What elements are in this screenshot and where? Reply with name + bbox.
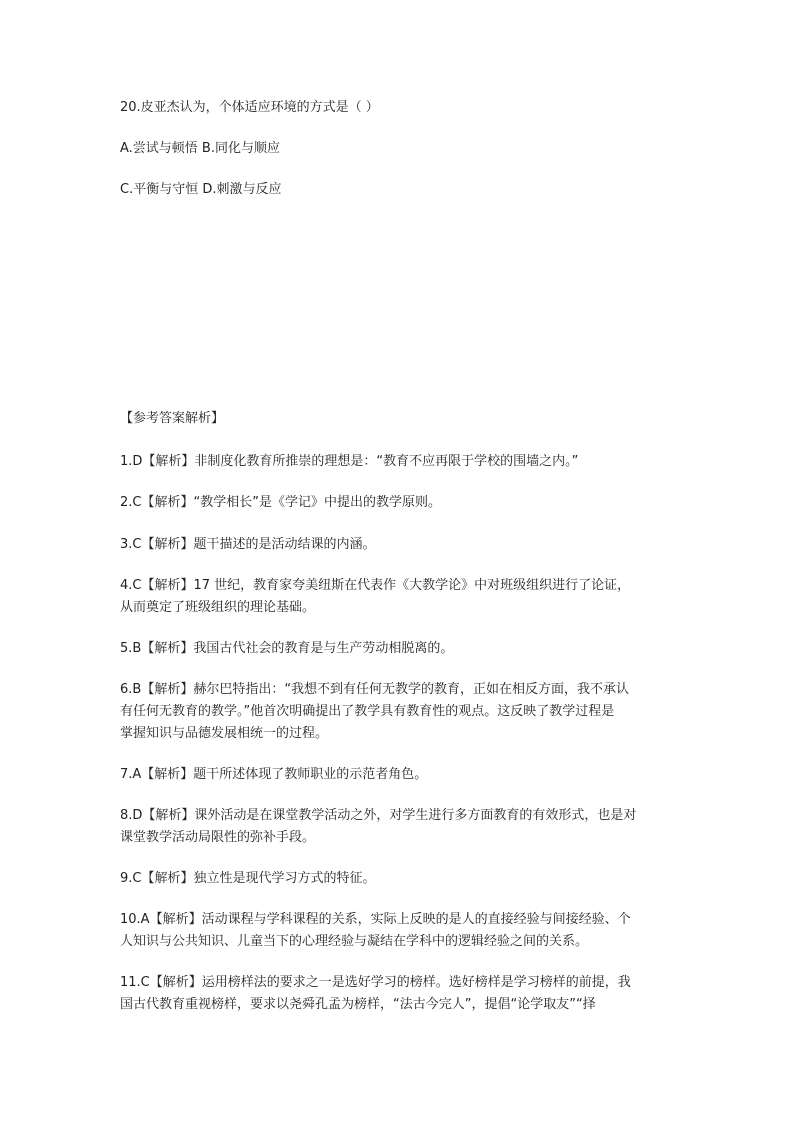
answer-line: 1.D【解析】非制度化教育所推崇的理想是：“教育不应再限于学校的围墙之内。” (120, 454, 579, 469)
answer-line: 6.B【解析】赫尔巴特指出：“我想不到有任何无教学的教育，正如在相反方面，我不承认 (120, 682, 630, 697)
answer-item-5 (120, 638, 680, 660)
answer-item-10 (120, 909, 680, 953)
question-options-ab: A.尝试与顿悟 B.同化与顺应 (120, 141, 280, 156)
answers-heading: 【参考答案解析】 (120, 411, 225, 426)
answer-line: 10.A【解析】活动课程与学科课程的关系，实际上反映的是人的直接经验与间接经验、个 (120, 912, 631, 927)
answer-item-2 (120, 492, 680, 514)
question-options-cd: C.平衡与守恒 D.刺激与反应 (120, 182, 282, 197)
answer-item-6 (120, 679, 680, 745)
answer-line: 3.C【解析】题干描述的是活动结课的内涵。 (120, 537, 376, 552)
answer-line: 7.A【解析】题干所述体现了教师职业的示范者角色。 (120, 767, 428, 782)
answer-line: 8.D【解析】课外活动是在课堂教学活动之外，对学生进行多方面教育的有效形式，也是对 (120, 808, 637, 823)
answer-item-1 (120, 451, 680, 473)
answer-line: 5.B【解析】我国古代社会的教育是与生产劳动相脱离的。 (120, 641, 454, 656)
answer-item-11 (120, 972, 680, 1016)
answer-item-7 (120, 764, 680, 786)
answer-line: 2.C【解析】“教学相长”是《学记》中提出的教学原则。 (120, 495, 441, 510)
question-stem: 20.皮亚杰认为，个体适应环境的方式是（ ） (120, 100, 379, 115)
answer-item-3 (120, 534, 680, 556)
answer-line: 掌握知识与品德发展相统一的过程。 (120, 726, 329, 741)
answer-line: 从而奠定了班级组织的理论基础。 (120, 600, 316, 615)
answer-line: 人知识与公共知识、儿童当下的心理经验与凝结在学科中的逻辑经验之间的关系。 (120, 934, 589, 949)
answer-line: 课堂教学活动局限性的弥补手段。 (120, 830, 316, 845)
answer-line: 11.C【解析】运用榜样法的要求之一是选好学习的榜样。选好榜样是学习榜样的前提，我 (120, 975, 631, 990)
answer-line: 4.C【解析】17 世纪，教育家夸美纽斯在代表作《大教学论》中对班级组织进行了论证， (120, 578, 631, 593)
answer-line: 9.C【解析】独立性是现代学习方式的特征。 (120, 871, 376, 886)
answer-item-8 (120, 805, 680, 849)
answer-line: 国古代教育重视榜样，要求以尧舜孔孟为榜样，“法古今完人”，提倡“论学取友”“择 (120, 997, 596, 1012)
answer-item-9 (120, 868, 680, 890)
answer-line: 有任何无教育的教学。”他首次明确提出了教学具有教育性的观点。这反映了教学过程是 (120, 704, 615, 719)
answer-item-4 (120, 575, 680, 619)
